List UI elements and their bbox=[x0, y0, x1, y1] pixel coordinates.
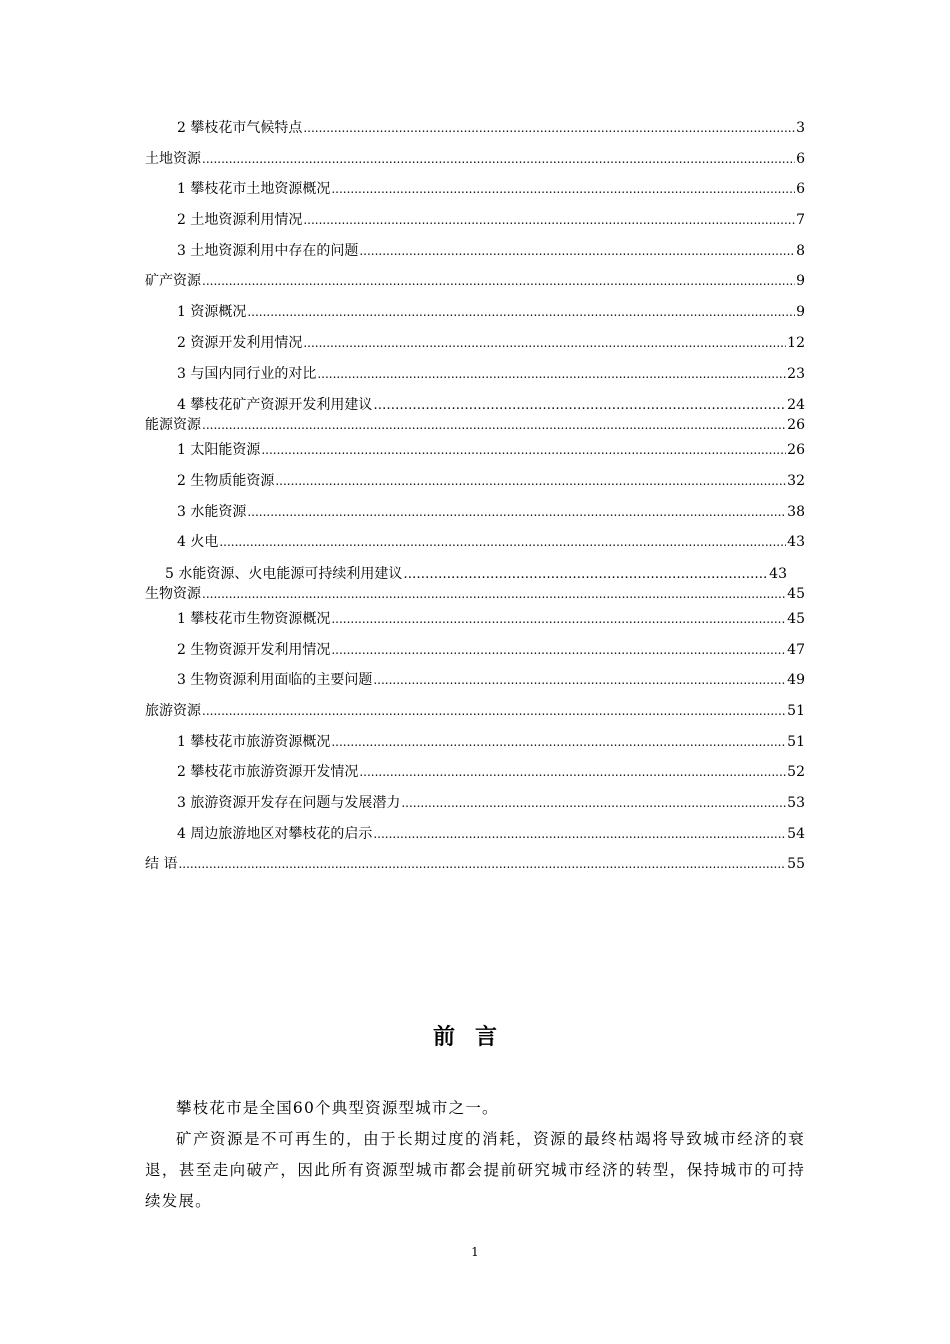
preface-paragraph: 矿产资源是不可再生的，由于长期过度的消耗，资源的最终枯竭将导致城市经济的衰退，甚至走向破产，因此所有资源型城市都会提前研究城市经济的转型，保持城市的可持续发展。 bbox=[145, 1130, 805, 1210]
toc-entry[interactable] bbox=[145, 635, 805, 666]
toc-entry[interactable] bbox=[145, 415, 805, 435]
table-of-contents bbox=[145, 113, 805, 880]
toc-entry[interactable] bbox=[145, 359, 805, 390]
toc-entry[interactable] bbox=[145, 266, 805, 297]
toc-entry[interactable] bbox=[145, 788, 805, 819]
toc-entry-title: 3 水能资源 bbox=[177, 503, 247, 520]
toc-leader-dots bbox=[373, 819, 786, 850]
toc-entry[interactable] bbox=[145, 564, 805, 584]
toc-entry[interactable] bbox=[145, 665, 805, 696]
toc-entry-page: 9 bbox=[796, 304, 805, 321]
toc-entry-page: 55 bbox=[787, 856, 805, 873]
toc-entry-title: 结 语 bbox=[145, 856, 178, 873]
toc-entry[interactable] bbox=[145, 328, 805, 359]
toc-entry-page: 6 bbox=[796, 181, 805, 198]
toc-entry-page: 54 bbox=[787, 825, 805, 842]
toc-leader-dots bbox=[331, 174, 795, 205]
toc-entry-page: 43 bbox=[787, 534, 805, 551]
toc-leader-dots bbox=[331, 727, 786, 758]
toc-entry-page: 6 bbox=[796, 150, 805, 167]
toc-leader-dots bbox=[373, 396, 786, 416]
toc-entry-page: 8 bbox=[796, 242, 805, 259]
toc-entry[interactable] bbox=[145, 395, 805, 415]
toc-entry-title: 2 生物资源开发利用情况 bbox=[177, 641, 331, 658]
preface-paragraph: 攀枝花市是全国60个典型资源型城市之一。 bbox=[176, 1099, 499, 1117]
toc-leader-dots bbox=[331, 635, 786, 666]
toc-entry-title: 3 土地资源利用中存在的问题 bbox=[177, 242, 359, 259]
toc-entry[interactable] bbox=[145, 497, 805, 528]
toc-entry-page: 9 bbox=[796, 273, 805, 290]
toc-entry-title: 2 土地资源利用情况 bbox=[177, 212, 303, 229]
toc-entry[interactable] bbox=[145, 727, 805, 758]
toc-entry-title: 2 生物质能资源 bbox=[177, 472, 275, 489]
toc-entry-title: 3 与国内同行业的对比 bbox=[177, 365, 317, 382]
toc-leader-dots bbox=[247, 297, 795, 328]
preface-body bbox=[145, 1093, 805, 1217]
toc-entry[interactable] bbox=[145, 144, 805, 175]
toc-entry[interactable] bbox=[145, 819, 805, 850]
toc-entry-title: 2 资源开发利用情况 bbox=[177, 334, 303, 351]
toc-leader-dots bbox=[359, 236, 795, 267]
toc-entry-title: 4 周边旅游地区对攀枝花的启示 bbox=[177, 825, 373, 842]
toc-leader-dots bbox=[202, 696, 786, 727]
toc-leader-dots bbox=[303, 205, 795, 236]
toc-entry-page: 32 bbox=[787, 472, 805, 489]
toc-entry-page: 12 bbox=[787, 334, 805, 351]
toc-entry-page: 51 bbox=[787, 733, 805, 750]
toc-entry-title: 生物资源 bbox=[145, 585, 201, 602]
toc-entry[interactable] bbox=[145, 849, 805, 880]
toc-entry-page: 26 bbox=[787, 442, 805, 459]
toc-entry-page: 51 bbox=[787, 703, 805, 719]
toc-entry-page: 43 bbox=[769, 565, 787, 582]
toc-entry[interactable] bbox=[145, 584, 805, 604]
toc-entry[interactable] bbox=[145, 113, 805, 144]
page-number: 1 bbox=[471, 1245, 479, 1259]
toc-entry-title: 2 攀枝花市气候特点 bbox=[177, 120, 303, 136]
toc-entry[interactable] bbox=[145, 174, 805, 205]
toc-entry[interactable] bbox=[145, 435, 805, 466]
toc-leader-dots bbox=[202, 584, 786, 604]
toc-entry-page: 53 bbox=[787, 795, 805, 812]
toc-entry[interactable] bbox=[145, 604, 805, 635]
toc-entry[interactable] bbox=[145, 527, 805, 558]
toc-entry-title: 2 攀枝花市旅游资源开发情况 bbox=[177, 764, 359, 781]
toc-entry-page: 52 bbox=[787, 764, 805, 781]
toc-entry-page: 3 bbox=[796, 120, 805, 136]
toc-entry-page: 38 bbox=[787, 503, 805, 520]
toc-leader-dots bbox=[303, 113, 795, 144]
toc-entry-title: 1 太阳能资源 bbox=[177, 442, 261, 459]
toc-leader-dots bbox=[403, 565, 768, 585]
toc-leader-dots bbox=[247, 497, 786, 528]
toc-entry-title: 1 攀枝花市生物资源概况 bbox=[177, 610, 331, 627]
preface-title: 前言 bbox=[432, 1024, 517, 1050]
toc-entry-page: 45 bbox=[787, 585, 805, 602]
toc-entry-page: 49 bbox=[787, 672, 805, 689]
toc-entry-page: 7 bbox=[796, 212, 805, 229]
toc-leader-dots bbox=[331, 604, 786, 635]
toc-entry-page: 45 bbox=[787, 610, 805, 627]
toc-leader-dots bbox=[202, 144, 795, 175]
toc-entry-title: 3 生物资源利用面临的主要问题 bbox=[177, 672, 373, 689]
toc-leader-dots bbox=[202, 266, 795, 297]
toc-entry[interactable] bbox=[145, 696, 805, 727]
toc-leader-dots bbox=[219, 527, 786, 558]
toc-entry-title: 土地资源 bbox=[145, 150, 201, 167]
toc-entry[interactable] bbox=[145, 205, 805, 236]
toc-entry-title: 1 攀枝花市土地资源概况 bbox=[177, 181, 331, 198]
toc-entry-title: 能源资源 bbox=[145, 417, 201, 434]
toc-entry-title: 4 攀枝花矿产资源开发利用建议 bbox=[177, 397, 373, 414]
toc-leader-dots bbox=[373, 665, 786, 696]
toc-leader-dots bbox=[303, 328, 786, 359]
toc-leader-dots bbox=[401, 788, 786, 819]
toc-entry-page: 23 bbox=[787, 365, 805, 382]
toc-entry[interactable] bbox=[145, 297, 805, 328]
toc-entry-page: 26 bbox=[787, 417, 805, 434]
toc-entry-title: 旅游资源 bbox=[145, 703, 201, 719]
toc-entry-title: 3 旅游资源开发存在问题与发展潜力 bbox=[177, 795, 401, 812]
toc-entry[interactable] bbox=[145, 757, 805, 788]
toc-entry[interactable] bbox=[145, 466, 805, 497]
toc-leader-dots bbox=[359, 757, 786, 788]
toc-entry-title: 1 攀枝花市旅游资源概况 bbox=[177, 733, 331, 750]
toc-entry-title: 矿产资源 bbox=[145, 273, 201, 290]
toc-entry-page: 24 bbox=[787, 397, 805, 414]
toc-entry-title: 1 资源概况 bbox=[177, 304, 247, 321]
toc-entry[interactable] bbox=[145, 236, 805, 267]
toc-leader-dots bbox=[178, 849, 786, 880]
toc-leader-dots bbox=[202, 415, 786, 435]
toc-entry-page: 47 bbox=[787, 641, 805, 658]
toc-entry-title: 5 水能资源、火电能源可持续利用建议 bbox=[165, 565, 403, 582]
toc-leader-dots bbox=[261, 435, 786, 466]
toc-entry-title: 4 火电 bbox=[177, 534, 219, 551]
toc-leader-dots bbox=[317, 359, 786, 390]
toc-leader-dots bbox=[275, 466, 786, 497]
